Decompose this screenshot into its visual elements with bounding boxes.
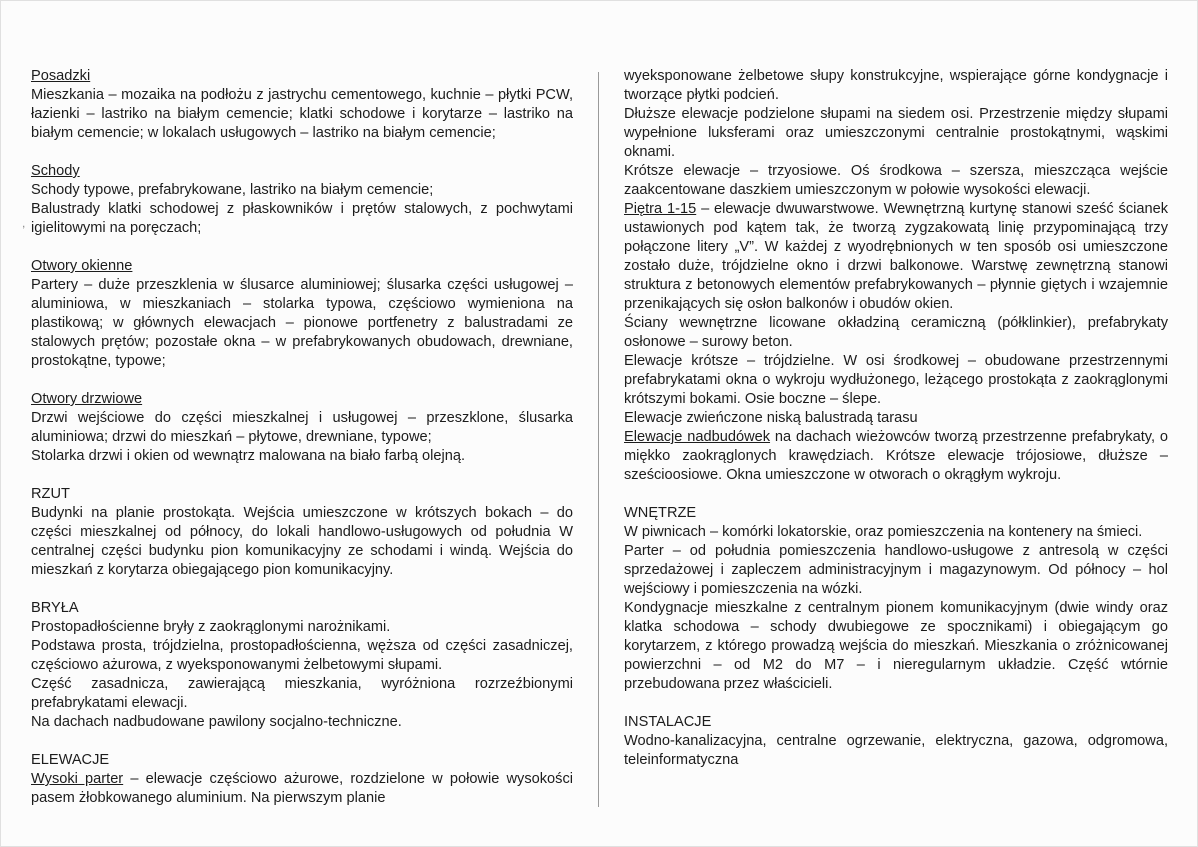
paragraph-text: – elewacje dwuwarstwowe. Wewnętrzną kurtynę stanowi sześć ścianek ustawionych pod kątem tak, że tworzą zygzakowatą linię przypominającą trzy połączone litery „V”. W każdej z wyodrębnionych w ten sposób osi umieszczone zostało duże, trójdzielne okno i drzwi balkonowe. Warstwę zewnętrzną stanowi struktura z betonowych elementów prefabrykowanych – płynnie giętych i wzajemnie przenikających się osłon balkonów i obudów okien. bbox=[624, 201, 1169, 312]
paragraph bbox=[624, 200, 1168, 314]
paragraph: Budynki na planie prostokąta. Wejścia umieszczone w krótszych bokach – do części mieszkalnej od północy, do lokali handlowo-usługowych od południa W centralnej części budynku pion komunikacyjny ze schodami i windą. Wejścia do mieszkań z korytarza obiegającego pion komunikacyjny. bbox=[31, 505, 573, 578]
section-heading: Otwory drzwiowe bbox=[31, 391, 143, 407]
right-column bbox=[624, 67, 1168, 789]
paragraph: Kondygnacje mieszkalne z centralnym pionem komunikacyjnym (dwie windy oraz klatka schodowa – schody dwubiegowe ze spocznikami) i obiegającym go korytarzem, z którego prowadzą wejścia do mieszkań. Mieszkania o zróżnicowanej powierzchni – od M2 do M7 – i nieregularnym układzie. Część wtórnie przebudowana przez właścicieli. bbox=[624, 600, 1168, 692]
paragraph: Na dachach nadbudowane pawilony socjalno-techniczne. bbox=[31, 714, 402, 730]
paragraph bbox=[624, 428, 1168, 485]
paragraph: Schody typowe, prefabrykowane, lastriko na białym cemencie; bbox=[31, 182, 434, 198]
paragraph: Prostopadłościenne bryły z zaokrąglonymi narożnikami. bbox=[31, 619, 391, 635]
left-column bbox=[31, 67, 573, 827]
subheading: Wysoki parter bbox=[31, 771, 124, 787]
section-heading: RZUT bbox=[31, 486, 70, 502]
paragraph-text: – elewacje częściowo ażurowe, rozdzielone w połowie wysokości pasem żłobkowanego aluminium. Na pierwszym planie bbox=[31, 771, 573, 806]
subheading: Piętra 1-15 bbox=[624, 201, 697, 217]
paragraph: Mieszkania – mozaika na podłożu z jastrychu cementowego, kuchnie – płytki PCW, łazienki – lastriko na białym cemencie; klatki schodowe i korytarze – lastriko na białym cemencie; w lokalach usługowych – lastriko na białym cemencie; bbox=[31, 87, 573, 141]
paragraph: Elewacje krótsze – trójdzielne. W osi środkowej – obudowane przestrzennymi prefabrykatami okna o wykroju wydłużonego, leżącego prostokąta z zaokrąglonymi krótszymi bokami. Osie boczne – ślepe. bbox=[624, 353, 1168, 407]
section-elewacje bbox=[31, 751, 573, 808]
subheading: Elewacje nadbudówek bbox=[624, 429, 771, 445]
section-instalacje bbox=[624, 713, 1168, 770]
paragraph-text: na dachach wieżowców tworzą przestrzenne prefabrykaty, o miękko zaokrąglonych krawędziach. Krótsze elewacje trójosiowe, dłuższe – sześcioosiowe. Okna umieszczone w otworach o okrągłym wykroju. bbox=[624, 429, 1168, 483]
paragraph: Partery – duże przeszklenia w ślusarce aluminiowej; ślusarka części usługowej – aluminiowa, w mieszkaniach – stolarka typowa, częściowo wymieniona na plastikową; w głównych elewacjach – pionowe portfenetry z balustradami ze stalowych prętów; pozostałe okna – w prefabrykowanych obudowach, drewniane, prostokątne, typowe; bbox=[31, 277, 573, 369]
paragraph: Drzwi wejściowe do części mieszkalnej i usługowej – przeszklone, ślusarka aluminiowa; drzwi do mieszkań – płytowe, drewniane, typowe; bbox=[31, 410, 573, 445]
section-bryla bbox=[31, 599, 573, 732]
paragraph: Krótsze elewacje – trzyosiowe. Oś środkowa – szersza, mieszcząca wejście zaakcentowane daszkiem umieszczonym w połowie wysokości elewacji. bbox=[624, 163, 1168, 198]
paragraph: W piwnicach – komórki lokatorskie, oraz pomieszczenia na kontenery na śmieci. bbox=[624, 524, 1143, 540]
paragraph: Wodno-kanalizacyjna, centralne ogrzewanie, elektryczna, gazowa, odgromowa, teleinformatyczna bbox=[624, 733, 1168, 768]
paragraph: Parter – od południa pomieszczenia handlowo-usługowe z antresolą w części sprzedażowej i zapleczem administracyjnym i magazynowym. Od północy – hol wejściowy i pomieszczenia na wózki. bbox=[624, 543, 1168, 597]
paragraph bbox=[31, 770, 573, 808]
section-heading: ELEWACJE bbox=[31, 752, 110, 768]
paragraph: wyeksponowane żelbetowe słupy konstrukcyjne, wspierające górne kondygnacje i tworzące płytki podcień. bbox=[624, 68, 1168, 103]
paragraph: Część zasadnicza, zawierającą mieszkania, wyróżniona rozrzeźbionymi prefabrykatami elewacji. bbox=[31, 676, 573, 711]
section-heading: Schody bbox=[31, 163, 80, 179]
section-elewacje-continued bbox=[624, 67, 1168, 485]
section-heading: Otwory okienne bbox=[31, 258, 133, 274]
paragraph: Dłuższe elewacje podzielone słupami na siedem osi. Przestrzenie między słupami wypełnione luksferami oraz umieszczonymi centralnie prostokątnymi, wąskimi oknami. bbox=[624, 106, 1168, 160]
section-heading: BRYŁA bbox=[31, 600, 79, 616]
section-schody bbox=[31, 162, 573, 238]
section-otwory-drzwiowe bbox=[31, 390, 573, 466]
column-divider bbox=[598, 72, 599, 807]
paragraph: Stolarka drzwi i okien od wewnątrz malowana na biało farbą olejną. bbox=[31, 448, 465, 464]
paragraph: Ściany wewnętrzne licowane okładziną ceramiczną (półklinkier), prefabrykaty osłonowe – surowy beton. bbox=[624, 315, 1168, 350]
paragraph: Balustrady klatki schodowej z płaskowników i prętów stalowych, z pochwytami igielitowymi na poręczach; bbox=[31, 201, 573, 236]
paragraph: Podstawa prosta, trójdzielna, prostopadłościenna, węższa od części zasadniczej, częściowo ażurowa, z wyeksponowanymi żelbetowymi słupami. bbox=[31, 638, 573, 673]
margin-mark: , bbox=[22, 216, 26, 230]
section-rzut bbox=[31, 485, 573, 580]
paragraph: Elewacje zwieńczone niską balustradą tarasu bbox=[624, 410, 918, 426]
section-wnetrze bbox=[624, 504, 1168, 694]
section-heading: WNĘTRZE bbox=[624, 505, 697, 521]
section-posadzki bbox=[31, 67, 573, 143]
section-heading: Posadzki bbox=[31, 68, 91, 84]
section-otwory-okienne bbox=[31, 257, 573, 371]
section-heading: INSTALACJE bbox=[624, 714, 712, 730]
